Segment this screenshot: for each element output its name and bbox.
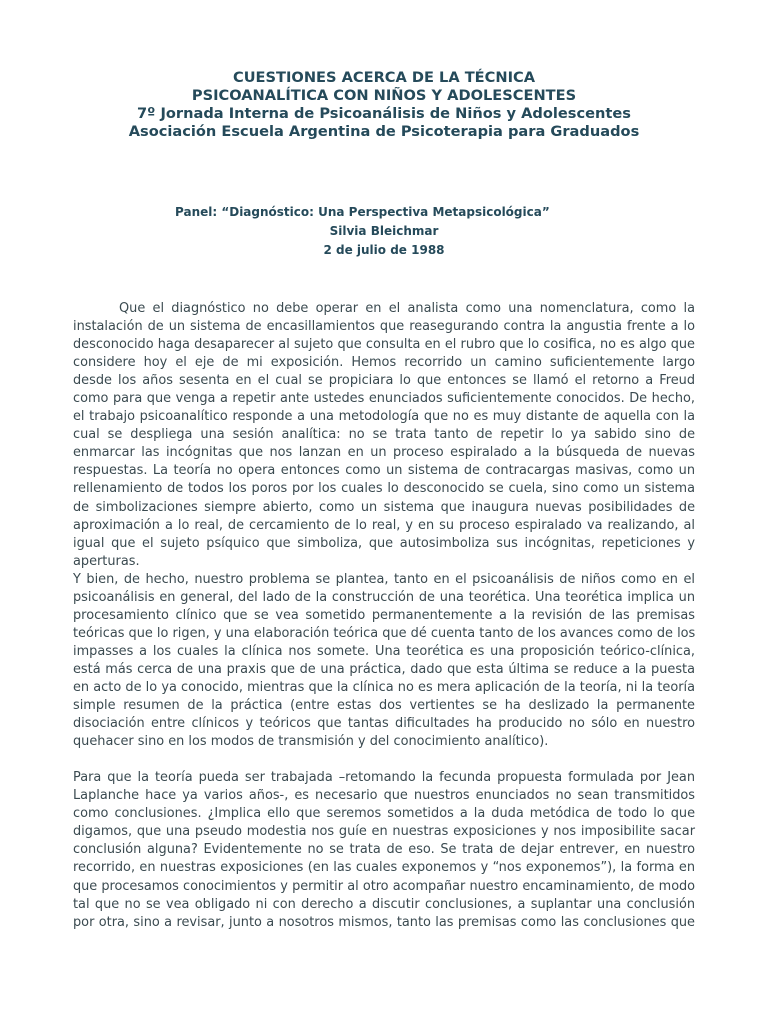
paragraph-line: desde los años sesenta en el cual se propiciara lo que entonces se llamó el retorno a Freud [73,373,695,389]
title-line-2: PSICOANALÍTICA CON NIÑOS Y ADOLESCENTES [191,87,577,105]
paragraph-line: digamos, que una pseudo modestia nos guíe en nuestras exposiciones y nos imposibilite sacar [73,824,695,840]
body-text [73,300,695,932]
paragraph-line: como conclusiones. ¿Implica ello que seremos sometidos a la duda metódica de todo lo que [73,806,695,822]
paragraph-line: aperturas. [73,553,140,569]
paragraph-line: Laplanche hace ya varios años-, es necesario que nuestros enunciados no sean transmitidos [73,788,695,804]
title-line-1: CUESTIONES ACERCA DE LA TÉCNICA [232,69,536,86]
paragraph-line: como para que venga a repetir ante ustedes enunciados suficientemente conocidos. De hecho, [73,391,695,407]
paragraph-line: cual se despliega una sesión analítica: no se trata tanto de repetir lo ya sabido sino de [73,427,695,443]
paragraph-line: de simbolizaciones siempre abierto, como un sistema que inaugura nuevas posibilidades de [73,499,695,515]
paragraph-line: Que el diagnóstico no debe operar en el analista como una nomenclatura, como la [119,301,695,316]
paragraph-2 [73,571,695,751]
paragraph-line: en acto de lo ya conocido, mientras que la clínica no es mera aplicación de la teoría, ni la teoría [73,679,695,695]
paragraph-3 [73,769,695,931]
paragraph-line: que procesamos conocimientos y permitir al otro acompañar nuestro encaminamiento, de modo [73,878,695,894]
paragraph-line: procesamiento clínico que se vea sometido permanentemente a la revisión de las premisas [73,607,695,623]
institution-name: Asociación Escuela Argentina de Psicoterapia para Graduados [128,123,640,141]
paragraph-line: respuestas. La teoría no opera entonces como un sistema de contracargas masivas, como un [73,463,695,479]
paragraph-line: impasses a los cuales la clínica nos somete. Una teorética es una proposición teórico-clínica, [73,643,695,659]
paragraph-line: rellenamiento de todos los poros por los cuales lo desconocido se cuela, sino como un sistema [73,481,695,497]
paragraph-line: Y bien, de hecho, nuestro problema se plantea, tanto en el psicoanálisis de niños como en el [73,571,695,587]
paragraph-line: conclusión alguna? Evidentemente no se trata de eso. Se trata de dejar entrever, en nuestro [73,842,695,858]
panel-author: Silvia Bleichmar [329,223,439,238]
paragraph-1 [73,300,695,571]
paragraph-line: tal que no se vea obligado ni con derecho a discutir conclusiones, a suplantar una conclusión [73,896,695,912]
paragraph-line: aproximación a lo real, de cercamiento de lo real, y en su proceso espiralado va realizando, al [73,517,695,533]
paragraph-line: quehacer sino en los modos de transmisión y del conocimiento analítico). [73,734,549,750]
paragraph-line: considere hoy el eje de mi exposición. Hemos recorrido un camino suficientemente largo [73,355,695,371]
paragraph-line: está más cerca de una praxis que de una práctica, dado que esta última se reduce a la puesta [73,661,695,677]
panel-topic: Panel: “Diagnóstico: Una Perspectiva Metapsicológica” [175,205,550,219]
paragraph-line: enmarcar las incógnitas que nos lanzan en un proceso espiralado a la búsqueda de nuevas [73,445,695,461]
paragraph-line: psicoanálisis en general, del lado de la construcción de una teorética. Una teorética implica un [73,589,695,605]
paragraph-line: recorrido, en nuestras exposiciones (en las cuales exponemos y “nos exponemos”), la forma en [73,860,695,876]
paragraph-line: por otra, sino a revisar, junto a nosotros mismos, tanto las premisas como las conclusiones que [73,914,695,930]
paragraph-line: instalación de un sistema de encasillamientos que reasegurando contra la angustia frente a lo [73,319,695,335]
paragraph-line: Para que la teoría pueda ser trabajada –retomando la fecunda propuesta formulada por Jean [73,770,695,786]
document-header [0,67,768,139]
paragraph-line: igual que el sujeto psíquico que simboliza, que autosimboliza sus incógnitas, repeticiones y [73,535,695,551]
paragraph-line: el trabajo psicoanalítico responde a una metodología que no es muy distante de aquella con la [73,409,695,425]
paragraph-line: desconocido haga desaparecer al sujeto que consulta en el rubro que lo cosifica, no es algo que [73,337,695,353]
paragraph-line: disociación entre clínicos y teóricos que tantas dificultades ha producido no sólo en nuestro [73,716,695,732]
paragraph-line: teóricas que lo rigen, y una elaboración teórica que dé cuenta tanto de los avances como de los [73,625,696,641]
panel-info [0,203,768,259]
paragraph-spacer [73,751,695,769]
paragraph-line: simple resumen de la práctica (entre estas dos vertientes se ha deslizado la permanente [73,698,695,714]
event-name: 7º Jornada Interna de Psicoanálisis de Niños y Adolescentes [137,105,631,123]
panel-date: 2 de julio de 1988 [323,242,445,257]
